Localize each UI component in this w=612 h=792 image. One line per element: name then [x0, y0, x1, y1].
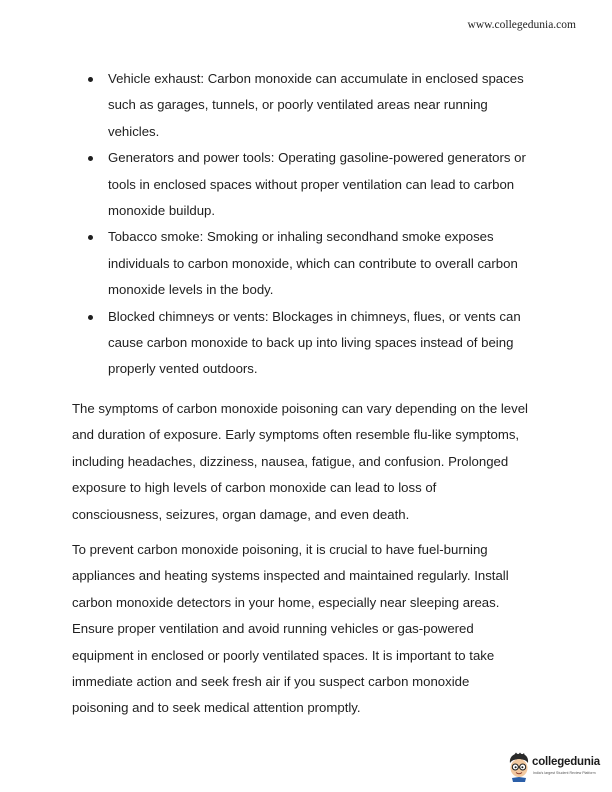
- paragraph-line: To prevent carbon monoxide poisoning, it is crucial to have fuel-burning: [72, 542, 488, 557]
- bullet-list: [72, 66, 552, 383]
- list-item-line: monoxide buildup.: [108, 203, 216, 219]
- paragraph-line: equipment in enclosed or poorly ventilated spaces. It is important to take: [72, 647, 495, 663]
- bullet-dot-icon: [88, 156, 93, 161]
- list-item-line: monoxide levels in the body.: [108, 282, 274, 298]
- bullet-dot-icon: [88, 235, 93, 240]
- bullet-dot-icon: [88, 315, 93, 320]
- paragraph-line: Ensure proper ventilation and avoid running vehicles or gas-powered: [72, 621, 474, 637]
- paragraph-line: appliances and heating systems inspected and maintained regularly. Install: [72, 568, 509, 584]
- list-item: [72, 304, 552, 383]
- paragraph-line: The symptoms of carbon monoxide poisoning can vary depending on the level: [72, 401, 528, 416]
- list-item-line: Vehicle exhaust: Carbon monoxide can accumulate in enclosed spaces: [108, 71, 524, 86]
- paragraph-line: consciousness, seizures, organ damage, and even death.: [72, 506, 410, 522]
- list-item-line: Blocked chimneys or vents: Blockages in chimneys, flues, or vents can: [108, 308, 521, 324]
- paragraph-line: poisoning and to seek medical attention promptly.: [72, 700, 361, 716]
- collegedunia-logo[interactable]: [506, 752, 602, 784]
- list-item-line: Tobacco smoke: Smoking or inhaling secondhand smoke exposes: [108, 229, 494, 245]
- list-item: [72, 224, 552, 303]
- paragraph-line: exposure to high levels of carbon monoxide can lead to loss of: [72, 480, 437, 496]
- list-item-line: tools in enclosed spaces without proper ventilation can lead to carbon: [108, 176, 515, 192]
- list-item: [72, 66, 552, 145]
- paragraph-line: including headaches, dizziness, nausea, fatigue, and confusion. Prolonged: [72, 453, 509, 469]
- paragraph-line: and duration of exposure. Early symptoms often resemble flu-like symptoms,: [72, 427, 520, 443]
- bullet-dot-icon: [88, 77, 93, 82]
- list-item-line: properly vented outdoors.: [108, 361, 258, 377]
- paragraph-prevention: [72, 537, 550, 722]
- paragraph-symptoms: [72, 396, 550, 528]
- list-item-line: individuals to carbon monoxide, which can contribute to overall carbon: [108, 255, 518, 271]
- header-url[interactable]: www.collegedunia.com: [467, 19, 576, 31]
- logo-tagline: India's largest Student Review Platform: [533, 771, 596, 775]
- mascot-face-icon: [506, 752, 532, 782]
- paragraph-line: carbon monoxide detectors in your home, especially near sleeping areas.: [72, 594, 500, 610]
- logo-wordmark: collegedunia: [532, 756, 600, 768]
- list-item-line: cause carbon monoxide to back up into living spaces instead of being: [108, 335, 514, 351]
- list-item-line: vehicles.: [108, 123, 160, 139]
- list-item: [72, 145, 552, 224]
- paragraph-line: immediate action and seek fresh air if you suspect carbon monoxide: [72, 674, 470, 690]
- list-item-line: Generators and power tools: Operating gasoline-powered generators or: [108, 150, 526, 166]
- list-item-line: such as garages, tunnels, or poorly ventilated areas near running: [108, 97, 488, 113]
